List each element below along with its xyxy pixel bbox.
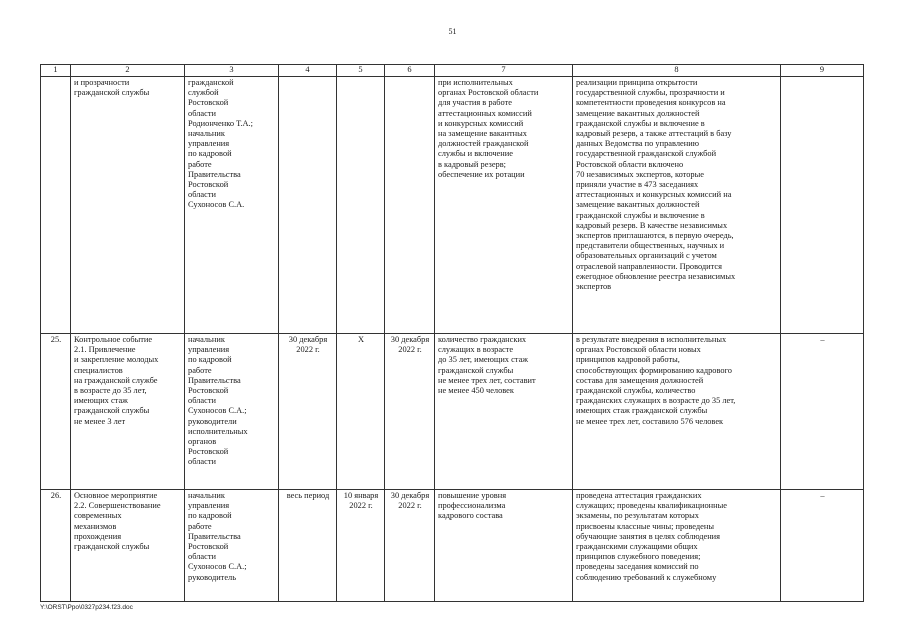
event-name: Контрольное событие 2.1. Привлечение и закрепление молодых специалистов на гражданской службе в возрасте до 35 лет, имеющих стаж гражданской службы не менее 3 лет bbox=[71, 334, 185, 490]
row-number: 26. bbox=[41, 490, 71, 602]
column-number-6: 6 bbox=[385, 65, 435, 77]
actual-result: реализации принципа открытости государственной службы, прозрачности и компетентности проведения конкурсов на замещение вакантных должностей гражданской службы и включение в кадровый резерв, а также аттестаций в базу данных Ведомства по управлению государственной гражданской службой Ростовской области включено 70 независимых экспертов, которые приняли участие в 473 заседаниях аттестационных и конкурсных комиссий на замещение вакантных должностей гражданской службы и включение в кадровый резерв. В качестве независимых экспертов приглашаются, в первую очередь, представители общественных, научных и образовательных организаций с учетом отраслевой направленности. Проводится ежегодное обновление реестра независимых экспертов bbox=[573, 77, 781, 334]
planned-end-date: весь период bbox=[279, 490, 337, 602]
footer-file-path: Y:\ORST\Ppo\0327p234.f23.doc bbox=[40, 604, 133, 611]
planned-result: количество гражданских служащих в возрасте до 35 лет, имеющих стаж гражданской службы не менее трех лет, составит не менее 450 человек bbox=[435, 334, 573, 490]
column-number-7: 7 bbox=[435, 65, 573, 77]
remark: – bbox=[781, 490, 864, 602]
report-table bbox=[40, 64, 864, 602]
table-row bbox=[41, 334, 864, 490]
planned-end-date: 30 декабря 2022 г. bbox=[279, 334, 337, 490]
actual-end-date: 30 декабря 2022 г. bbox=[385, 490, 435, 602]
table-row bbox=[41, 77, 864, 334]
event-name: Основное мероприятие 2.2. Совершенствование современных механизмов прохождения гражданской службы bbox=[71, 490, 185, 602]
row-number bbox=[41, 77, 71, 334]
actual-end-date: 30 декабря 2022 г. bbox=[385, 334, 435, 490]
column-number-3: 3 bbox=[185, 65, 279, 77]
actual-start-date: X bbox=[337, 334, 385, 490]
planned-end-date bbox=[279, 77, 337, 334]
remark: – bbox=[781, 334, 864, 490]
row-number: 25. bbox=[41, 334, 71, 490]
column-number-8: 8 bbox=[573, 65, 781, 77]
actual-start-date: 10 января 2022 г. bbox=[337, 490, 385, 602]
table-row bbox=[41, 490, 864, 602]
responsible-person: начальник управления по кадровой работе Правительства Ростовской области Сухоносов С.А.; руководители исполнительных органов Ростовской области bbox=[185, 334, 279, 490]
actual-result: проведена аттестация гражданских служащих; проведены квалификационные экзамены, по результатам которых присвоены классные чины; проведены обучающие занятия в целях соблюдения гражданскими служащими общих принципов служебного поведения; проведены заседания комиссий по соблюдению требований к служебному bbox=[573, 490, 781, 602]
column-number-4: 4 bbox=[279, 65, 337, 77]
responsible-person: начальник управления по кадровой работе Правительства Ростовской области Сухоносов С.А.; руководитель bbox=[185, 490, 279, 602]
page-number: 51 bbox=[448, 27, 457, 36]
planned-result: при исполнительных органах Ростовской области для участия в работе аттестационных комиссий и конкурсных комиссий на замещение вакантных должностей гражданской службы и включение в кадровый резерв; обеспечение их ротации bbox=[435, 77, 573, 334]
actual-start-date bbox=[337, 77, 385, 334]
column-number-9: 9 bbox=[781, 65, 864, 77]
remark bbox=[781, 77, 864, 334]
table-header-row bbox=[41, 65, 864, 77]
column-number-5: 5 bbox=[337, 65, 385, 77]
actual-result: в результате внедрения в исполнительных органах Ростовской области новых принципов кадровой работы, способствующих формированию кадрового состава для замещения должностей гражданской службы, количество гражданских служащих в возрасте до 35 лет, имеющих стаж гражданской службы не менее трех лет, составило 576 человек bbox=[573, 334, 781, 490]
column-number-2: 2 bbox=[71, 65, 185, 77]
actual-end-date bbox=[385, 77, 435, 334]
planned-result: повышение уровня профессионализма кадрового состава bbox=[435, 490, 573, 602]
responsible-person: гражданской службой Ростовской области Родионченко Т.А.; начальник управления по кадровой работе Правительства Ростовской области Сухоносов С.А. bbox=[185, 77, 279, 334]
column-number-1: 1 bbox=[41, 65, 71, 77]
event-name: и прозрачности гражданской службы bbox=[71, 77, 185, 334]
